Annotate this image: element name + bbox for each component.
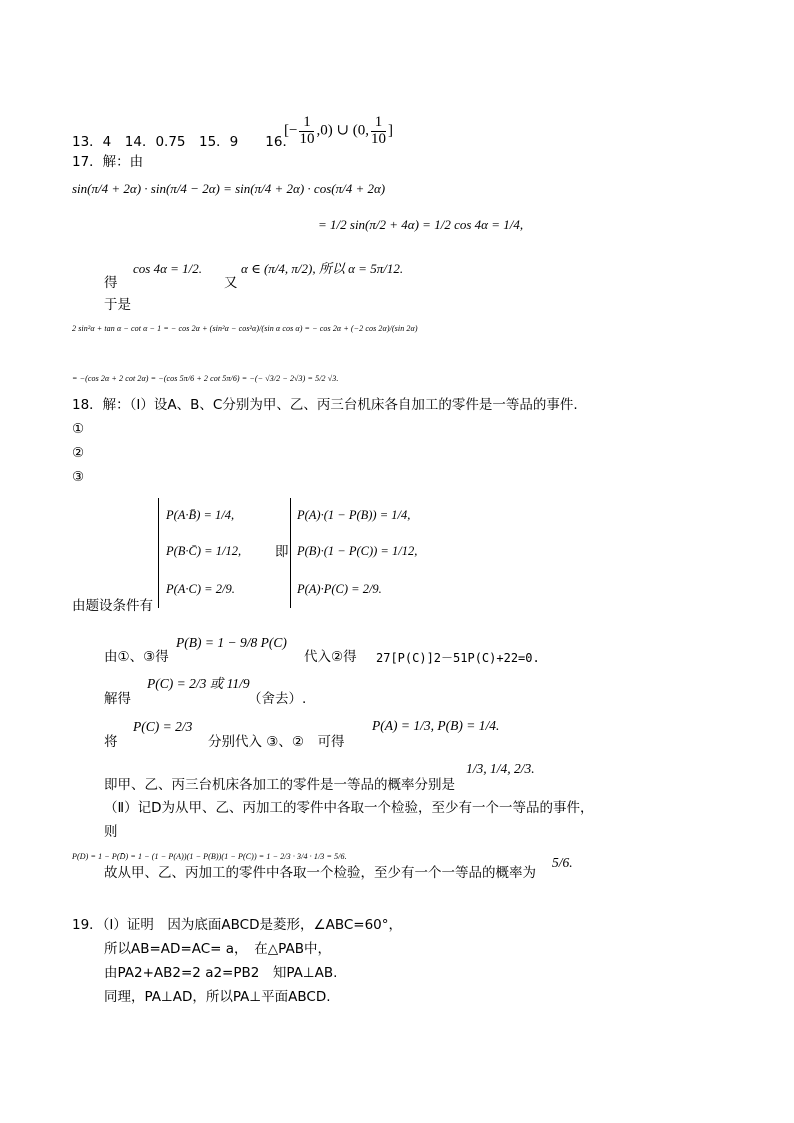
q18-step1-suffix: 代入②得 (304, 649, 357, 665)
q19-line-1: 19．（Ⅰ）证明 因为底面ABCD是菱形，∠ABC=60°， (72, 917, 403, 933)
q17-you-label: 又 (224, 275, 238, 291)
q19-line-3: 由PA2+AB2=2 a2=PB2 知PA⊥AB. (104, 965, 338, 981)
q18-step1-eq: 27[P(C)]2－51P(C)+22=0. (376, 651, 540, 665)
q18-conclusion2: 故从甲、乙、丙加工的零件中各取一个检验，至少有一个一等品的概率为 (104, 865, 536, 881)
q18-step1-prefix: 由①、③得 (104, 649, 169, 665)
system-brace-left (158, 498, 159, 608)
system2-line-2: P(B)·(1 − P(C)) = 1/12, (297, 544, 418, 558)
q18-step3-mid: 分别代入 ③、② 可得 (208, 734, 345, 750)
q16-num1: 1 (299, 115, 314, 132)
system2-line-3: P(A)·P(C) = 2/9. (297, 582, 382, 596)
q18-condition-label: 由题设条件有 (72, 598, 153, 614)
q18-step2-formula: P(C) = 2/3 或 11/9 (147, 676, 250, 691)
system1-line-3: P(A·C) = 2/9. (166, 582, 235, 596)
q18-pd-formula: P(D) = 1 − P(D̄) = 1 − (1 − P(A))(1 − P(B))(1 − P(C)) = 1 − 2/3 · 3/4 · 1/3 = 5/6. (72, 852, 347, 861)
system1-line-2: P(B·C̄) = 1/12, (166, 544, 242, 558)
q17-eq1-rhs: = 1/2 sin(π/2 + 4α) = 1/2 cos 4α = 1/4, (318, 217, 524, 232)
q18-heading: 18．解：（Ⅰ）设A、B、C分别为甲、乙、丙三台机床各自加工的零件是一等品的事件. (72, 397, 578, 413)
q18-conclusion1: 即甲、乙、丙三台机床各加工的零件是一等品的概率分别是 (104, 777, 455, 793)
q17-alpha-cond: α ∈ (π/4, π/2), 所以 α = 5π/12. (241, 261, 404, 276)
q18-ji-label: 即 (275, 544, 289, 560)
q18-mark-2: ② (72, 445, 85, 461)
q17-heading: 17．解：由 (72, 154, 144, 170)
system-brace-right (290, 498, 291, 608)
q16-left: [− (284, 122, 298, 139)
q16-interval (284, 115, 393, 148)
q17-eq1-lhs: sin(π/4 + 2α) · sin(π/4 − 2α) = sin(π/4 + 2α) · cos(π/4 + 2α) (72, 181, 386, 196)
q18-mark-3: ③ (72, 469, 85, 485)
answers-text: 13．4 14．0.75 15．9 16． (72, 134, 296, 150)
q18-step3-prefix: 将 (104, 734, 118, 750)
q18-part2: （Ⅱ）记D为从甲、乙、丙加工的零件中各取一个检验，至少有一个一等品的事件， (104, 800, 594, 816)
q17-de-label: 得 (104, 275, 118, 291)
system2-line-1: P(A)·(1 − P(B)) = 1/4, (297, 508, 411, 522)
q17-eq2: 2 sin²α + tan α − cot α − 1 = − cos 2α + (sin²α − cos²α)/(sin α cos α) = − cos 2α + (−2 cos 2α)/(sin 2α) (72, 324, 418, 333)
q18-conclusion2-val: 5/6. (552, 855, 573, 870)
q16-den1: 10 (299, 130, 315, 147)
q16-den2: 10 (371, 130, 387, 147)
q17-eq3: = −(cos 2α + 2 cot 2α) = −(cos 5π/6 + 2 cot 5π/6) = −(− √3/2 − 2√3) = 5/2 √3. (72, 374, 339, 383)
q19-line-2: 所以AB=AD=AC= a， 在△PAB中， (104, 941, 331, 957)
q18-mark-1: ① (72, 421, 85, 437)
q18-conclusion1-vals: 1/3, 1/4, 2/3. (466, 761, 535, 776)
q18-step3-formula: P(C) = 2/3 (133, 719, 193, 734)
q18-step1-formula: P(B) = 1 − 9/8 P(C) (176, 635, 287, 650)
q17-cos-result: cos 4α = 1/2. (133, 261, 203, 276)
system1-line-1: P(A·B̄) = 1/4, (166, 508, 235, 522)
q18-step2-prefix: 解得 (104, 691, 131, 707)
q19-line-4: 同理，PA⊥AD，所以PA⊥平面ABCD. (104, 989, 331, 1005)
q18-step3-result: P(A) = 1/3, P(B) = 1/4. (372, 718, 500, 733)
q17-yushi-label: 于是 (104, 297, 131, 313)
q16-mid: ,0) ∪ (0, (316, 122, 370, 139)
q16-right: ] (388, 122, 394, 139)
q18-ze-label: 则 (104, 824, 118, 840)
q18-step2-suffix: （舍去）. (248, 691, 307, 707)
q16-num2: 1 (371, 115, 386, 132)
